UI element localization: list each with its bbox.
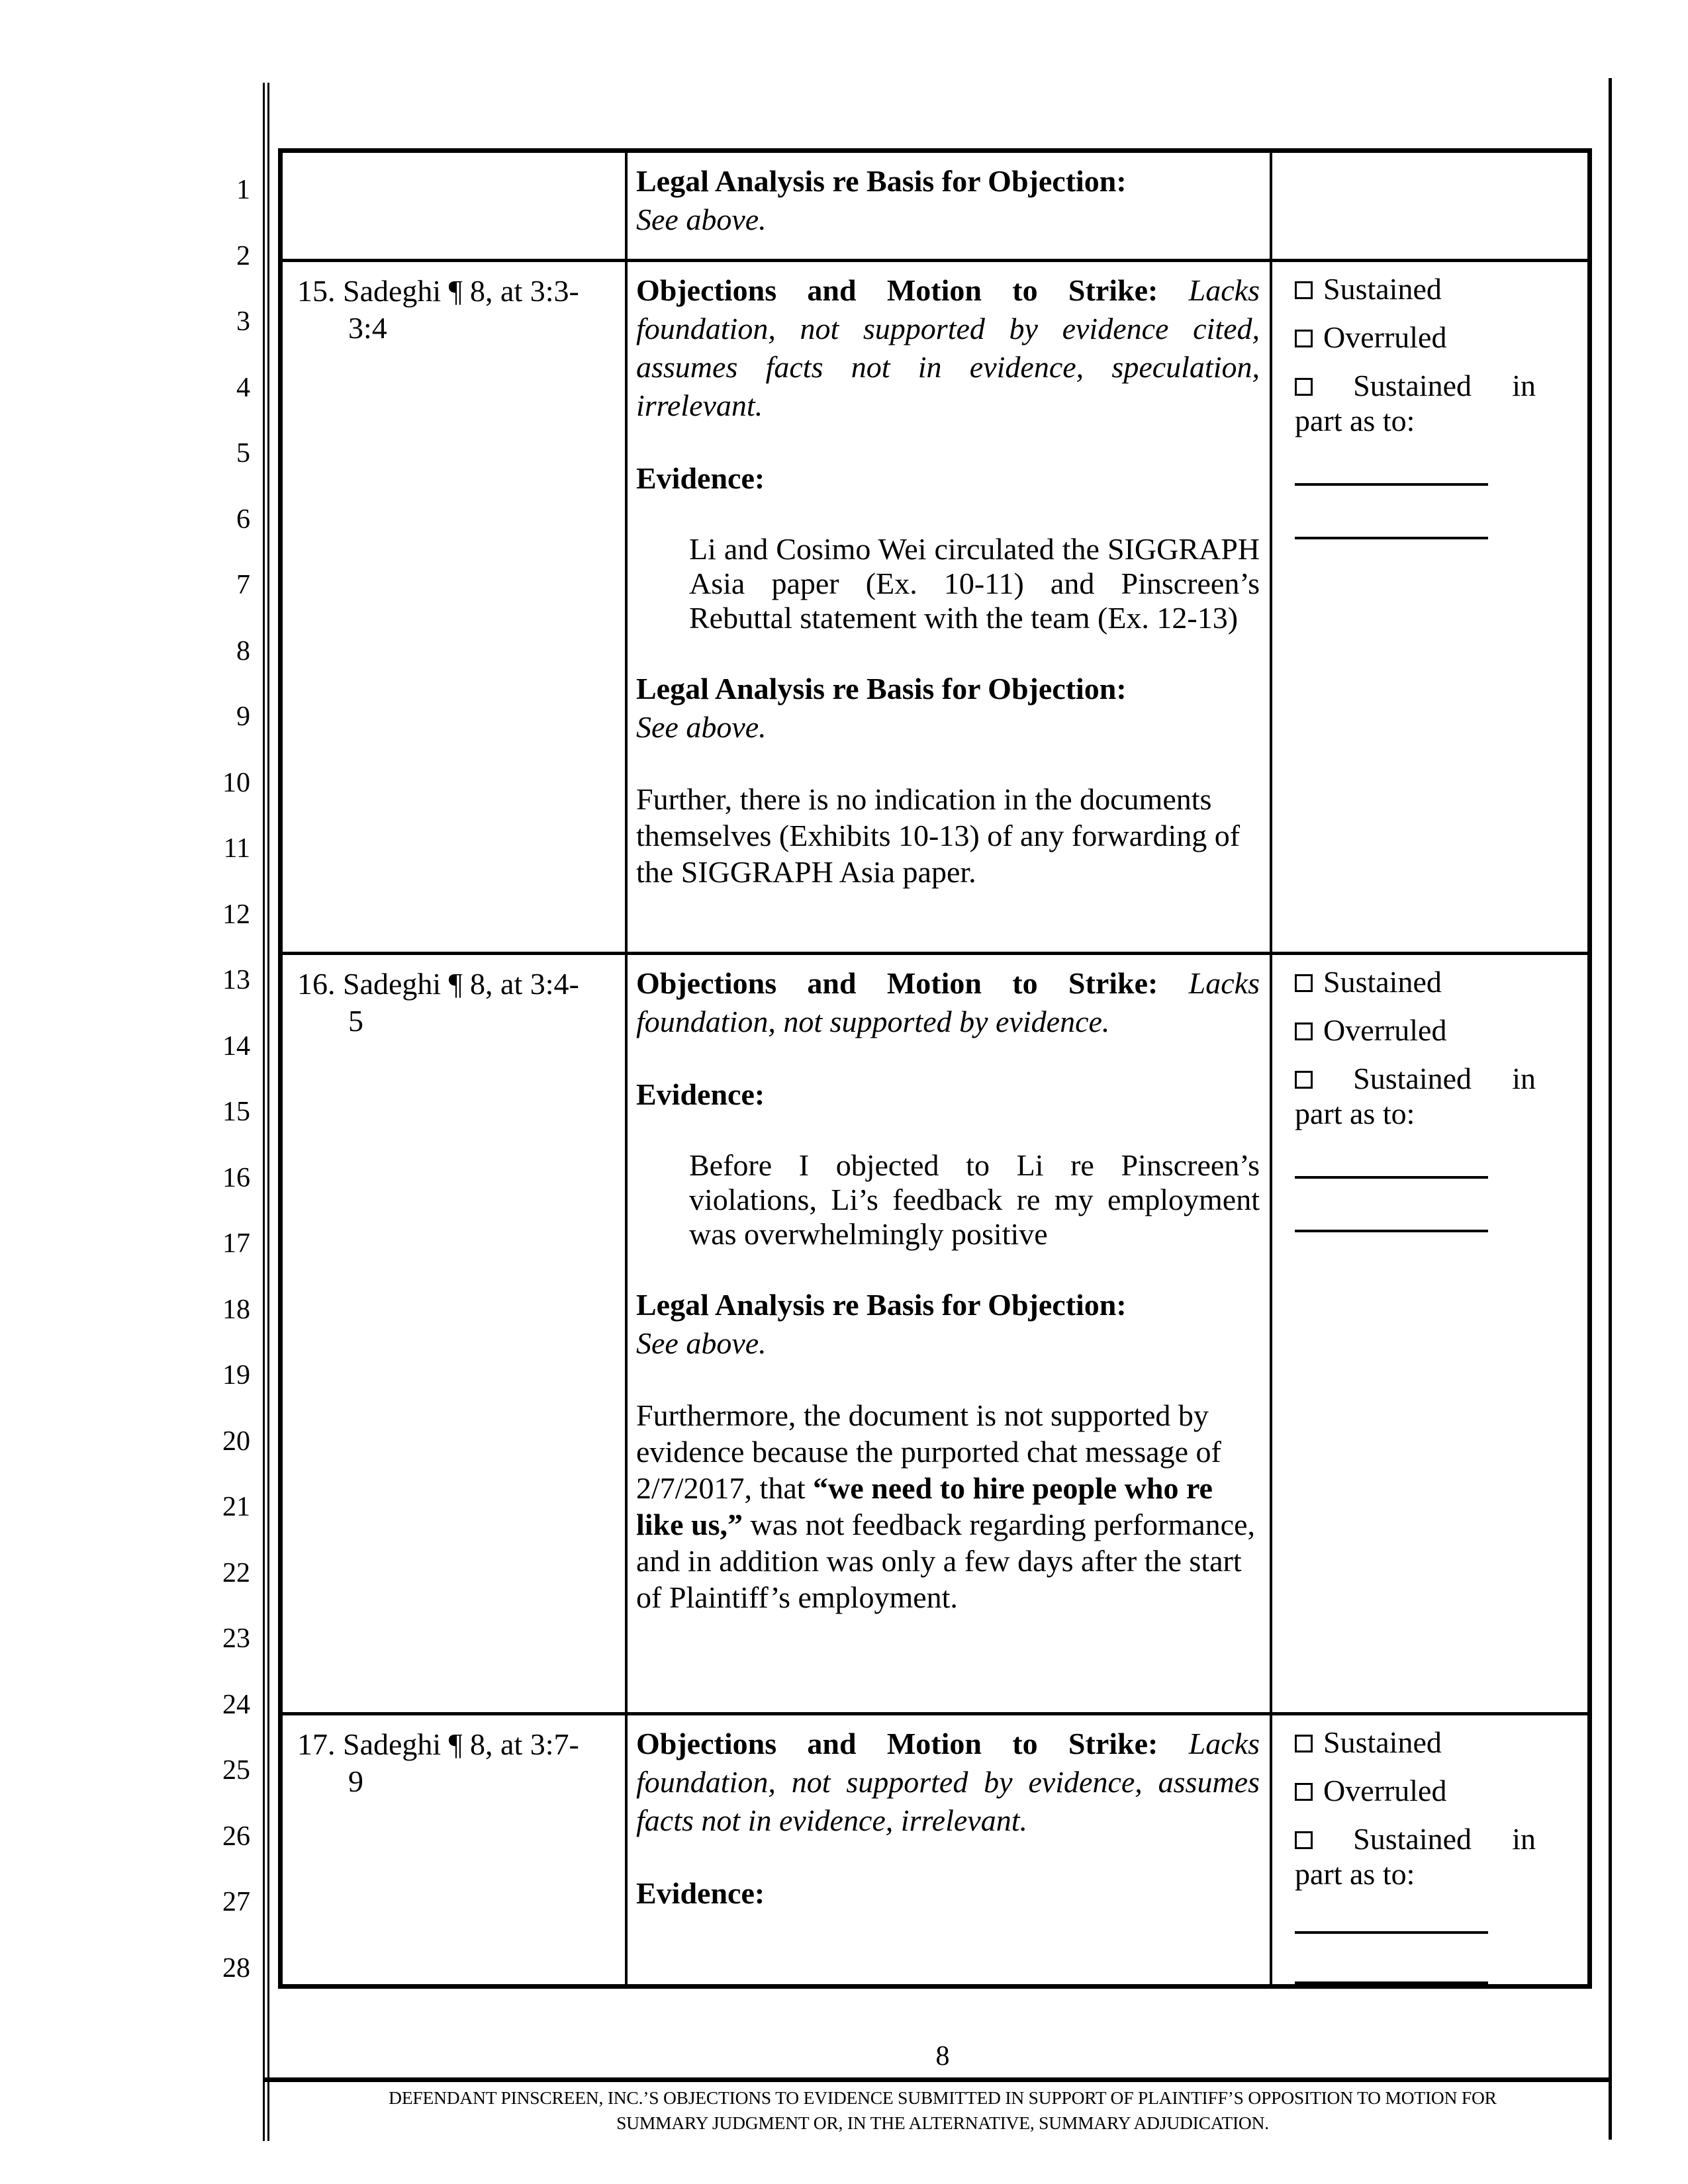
ruling-option-label: part as to: [1295, 1096, 1415, 1130]
ruling-option-label: in [1512, 1061, 1536, 1095]
legal-analysis-label: Legal Analysis re Basis for Objection: [636, 164, 1127, 198]
fill-in-blank-line[interactable] [1295, 483, 1488, 486]
checkbox-icon[interactable] [1295, 1783, 1313, 1801]
footer-rule [264, 2077, 1612, 2082]
ruling-option-label: Sustained [1353, 368, 1472, 402]
source-cell [283, 262, 628, 952]
fill-in-blank-line[interactable] [1295, 1981, 1488, 1984]
furthermore-analysis-text: Furthermore, the document is not supported by evidence because the purported chat message of 2/7/2017, that “we need to hire people who re like us,” was not feedback regarding performance, and in addition was only a few days after the start of Plaintiff’s employment. [636, 1398, 1256, 1614]
table-row-objection-16 [283, 952, 1587, 1713]
ruling-option-overruled [1295, 321, 1569, 354]
objections-label: Objections and Motion to Strike: [636, 1727, 1158, 1761]
line-number: 6 [236, 504, 250, 535]
line-number: 22 [222, 1558, 250, 1588]
evidence-label: Evidence: [636, 461, 765, 495]
table-row-objection-17 [283, 1712, 1587, 1984]
ruling-option-sustained-in-part [1295, 1062, 1569, 1132]
left-margin-rule-inner [267, 83, 269, 2141]
legal-analysis-label: Legal Analysis re Basis for Objection: [636, 671, 1127, 705]
ruling-option-sustained-in-part [1295, 369, 1569, 439]
analysis-cell [628, 262, 1272, 952]
line-number: 9 [236, 702, 250, 732]
checkbox-icon[interactable] [1295, 378, 1313, 396]
ruling-option-sustained [1295, 966, 1569, 999]
line-number: 4 [236, 373, 250, 403]
fill-in-blank-line[interactable] [1295, 1176, 1488, 1179]
ruling-cell [1272, 153, 1587, 259]
legal-analysis-text: See above. [636, 1326, 767, 1360]
ruling-cell [1272, 262, 1587, 952]
ruling-option-overruled [1295, 1014, 1569, 1047]
line-number: 15 [222, 1097, 250, 1127]
checkbox-icon[interactable] [1295, 1735, 1313, 1752]
objections-text: Lacks foundation, not supported by evidence cited, assumes facts not in evidence, speculation, irrelevant. [636, 273, 1260, 422]
line-number: 14 [222, 1031, 250, 1062]
fill-in-blank-line[interactable] [1295, 537, 1488, 539]
page-number: 8 [935, 2041, 950, 2071]
ruling-option-label: in [1512, 1822, 1536, 1856]
source-cell [283, 153, 628, 259]
further-analysis-text: Further, there is no indication in the documents themselves (Exhibits 10-13) of any forwarding of the SIGGRAPH Asia paper. [636, 782, 1241, 889]
ruling-option-label: Sustained [1353, 1822, 1472, 1856]
line-number: 16 [222, 1163, 250, 1193]
ruling-option-label: part as to: [1295, 403, 1415, 437]
checkbox-icon[interactable] [1295, 330, 1313, 347]
objections-label: Objections and Motion to Strike: [636, 966, 1158, 1000]
checkbox-icon[interactable] [1295, 1071, 1313, 1089]
objections-table [278, 148, 1592, 1989]
ruling-option-label: Overruled [1323, 1774, 1447, 1808]
objections-text: Lacks foundation, not supported by evidence, assumes facts not in evidence, irrelevant. [636, 1727, 1260, 1838]
line-number: 3 [236, 306, 250, 337]
left-margin-rule-outer [263, 83, 265, 2141]
legal-analysis-label: Legal Analysis re Basis for Objection: [636, 1287, 1127, 1322]
line-number: 7 [236, 570, 250, 600]
line-number: 2 [236, 241, 250, 271]
ruling-option-label: Overruled [1323, 1013, 1447, 1047]
analysis-cell [628, 1715, 1272, 1984]
line-number: 10 [222, 768, 250, 798]
ruling-option-label: Sustained [1323, 271, 1442, 306]
line-number: 8 [236, 636, 250, 666]
table-row-objection-15 [283, 259, 1587, 952]
line-number: 18 [222, 1295, 250, 1325]
line-number: 27 [222, 1887, 250, 1917]
line-number: 1 [236, 175, 250, 205]
checkbox-icon[interactable] [1295, 1831, 1313, 1849]
right-margin-rule [1609, 78, 1612, 2140]
footer-title-line1: DEFENDANT PINSCREEN, INC.’S OBJECTIONS TO EVIDENCE SUBMITTED IN SUPPORT OF PLAINTIFF’S OPPOSITION TO MOTION FOR [389, 2087, 1497, 2108]
ruling-option-overruled [1295, 1774, 1569, 1807]
checkbox-icon[interactable] [1295, 1023, 1313, 1040]
ruling-option-sustained [1295, 273, 1569, 306]
legal-analysis-text: See above. [636, 709, 767, 744]
objections-text: Lacks foundation, not supported by evidence. [636, 966, 1260, 1038]
analysis-cell [628, 955, 1272, 1713]
line-number: 28 [222, 1953, 250, 1983]
ruling-option-label: Sustained [1323, 1725, 1442, 1760]
ruling-option-label: part as to: [1295, 1857, 1415, 1891]
objections-label: Objections and Motion to Strike: [636, 273, 1158, 307]
checkbox-icon[interactable] [1295, 281, 1313, 299]
checkbox-icon[interactable] [1295, 974, 1313, 992]
ruling-option-sustained-in-part [1295, 1823, 1569, 1893]
fill-in-blank-line[interactable] [1295, 1230, 1488, 1232]
ruling-option-label: Sustained [1323, 964, 1442, 999]
line-number: 11 [223, 833, 250, 864]
evidence-label: Evidence: [636, 1077, 765, 1111]
ruling-option-sustained [1295, 1726, 1569, 1759]
line-number: 12 [222, 899, 250, 930]
footer-title [273, 2085, 1612, 2136]
source-cell [283, 1715, 628, 1984]
ruling-cell [1272, 1715, 1587, 1984]
evidence-quote: Before I objected to Li re Pinscreen’s violations, Li’s feedback re my employment was overwhelmingly positive [689, 1148, 1260, 1251]
line-number: 21 [222, 1492, 250, 1522]
line-number: 23 [222, 1623, 250, 1654]
line-number: 24 [222, 1690, 250, 1720]
line-number: 13 [222, 965, 250, 995]
objection-source: 15. Sadeghi ¶ 8, at 3:3- 3:4 [297, 273, 579, 345]
line-number: 17 [222, 1228, 250, 1259]
evidence-quote: Li and Cosimo Wei circulated the SIGGRAPH Asia paper (Ex. 10-11) and Pinscreen’s Rebuttal statement with the team (Ex. 12-13) [689, 531, 1260, 635]
line-number: 20 [222, 1426, 250, 1457]
objection-source: 16. Sadeghi ¶ 8, at 3:4- 5 [297, 966, 579, 1038]
fill-in-blank-line[interactable] [1295, 1931, 1488, 1934]
line-number: 25 [222, 1755, 250, 1786]
legal-analysis-text: See above. [636, 203, 767, 236]
line-number: 5 [236, 438, 250, 469]
objection-source: 17. Sadeghi ¶ 8, at 3:7- 9 [297, 1727, 579, 1799]
line-number: 19 [222, 1360, 250, 1390]
analysis-cell [628, 153, 1272, 259]
evidence-label: Evidence: [636, 1876, 765, 1911]
footer-title-line2: SUMMARY JUDGMENT OR, IN THE ALTERNATIVE, SUMMARY ADJUDICATION. [616, 2113, 1269, 2133]
table-row-continuation [283, 153, 1587, 259]
ruling-option-label: Sustained [1353, 1061, 1472, 1095]
ruling-cell [1272, 955, 1587, 1713]
ruling-option-label: in [1512, 368, 1536, 402]
source-cell [283, 955, 628, 1713]
ruling-option-label: Overruled [1323, 320, 1447, 354]
line-number: 26 [222, 1821, 250, 1852]
